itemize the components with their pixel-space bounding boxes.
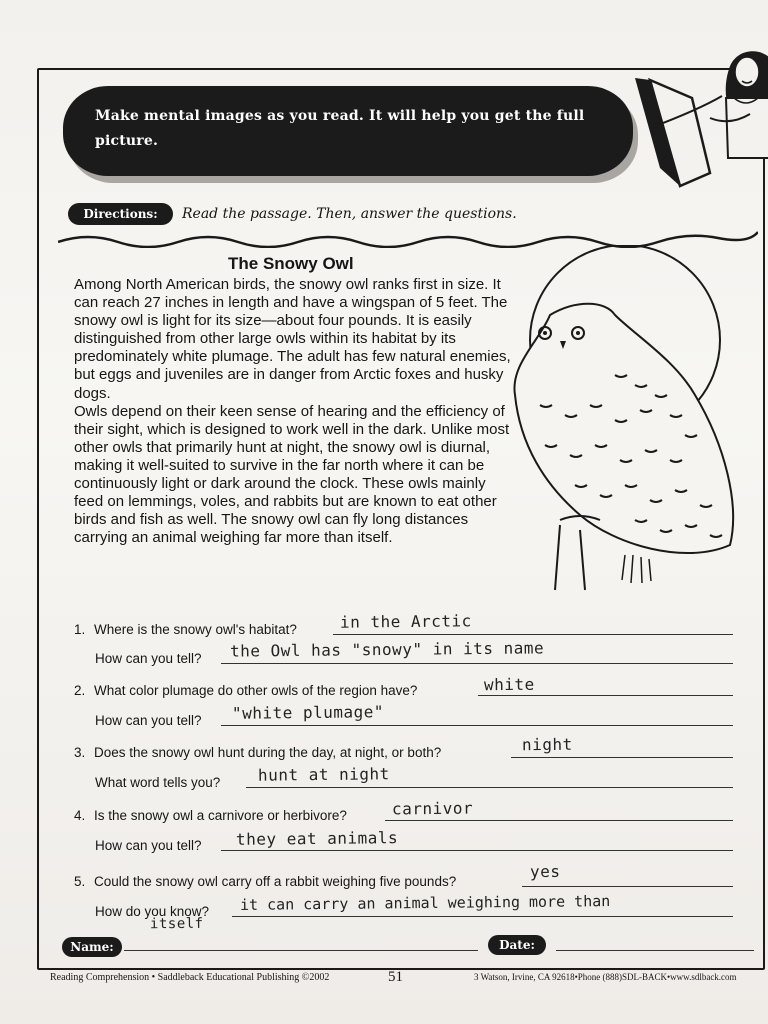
question-1 [74,621,297,639]
question-2 [74,682,417,700]
directions-badge: Directions: [68,203,173,225]
followup-3: What word tells you? [95,775,221,790]
answer-line [333,634,733,635]
answer-line [221,850,733,851]
answer-line [221,663,733,664]
speech-bubble-text: Make mental images as you read. It will help you get the full picture. [95,108,585,149]
question-number: 2. [74,683,86,698]
question-number: 4. [74,808,86,823]
answer-5[interactable]: yes [529,861,561,882]
followup-answer-4[interactable]: they eat animals [235,828,399,849]
question-text: What color plumage do other owls of the region have? [94,683,418,698]
followup-answer-2[interactable]: "white plumage" [231,702,385,723]
answer-line [385,820,733,821]
teacher-illustration [630,18,768,188]
followup-5: How do you know? [95,904,210,919]
passage-paragraph-1: Among North American birds, the snowy owl ranks first in size. It can reach 27 inches in length and have a wingspan of 5 feet. The snowy owl is light for its size—about four pounds. It is easily distinguished from other large owls within its habitat by its predominately white plumage. The adult has few natural enemies, but eggs and juveniles are in danger from Arctic foxes and husky dogs. [74,276,511,402]
name-badge: Name: [62,937,122,957]
answer-line [478,695,733,696]
passage-paragraph-2: Owls depend on their keen sense of hearing and the efficiency of their sight, which is designed to work well in the dark. Unlike most other owls that primarily hunt at night, the snowy owl is diurnal, making it well-suited to survive in the far north where it can be continuously light or dark around the clock. These owls mainly feed on lemmings, voles, and rabbits but are known to eat other birds and fish as well. The snowy owl can fly long distances carrying an animal weighing far more than itself. [74,402,510,547]
answer-line [246,787,733,788]
answer-line [232,916,733,917]
answer-line [522,886,733,887]
answer-4[interactable]: carnivor [391,798,474,819]
followup-answer-5[interactable]: it can carry an animal weighing more than [239,892,611,914]
question-text: Could the snowy owl carry off a rabbit weighing five pounds? [94,874,457,889]
question-3 [74,744,441,762]
question-text: Does the snowy owl hunt during the day, at night, or both? [94,745,442,760]
answer-2[interactable]: white [483,674,535,695]
answer-line [511,757,733,758]
followup-answer-3[interactable]: hunt at night [257,764,390,785]
answer-3[interactable]: night [521,734,573,755]
followup-answer-1[interactable]: the Owl has "snowy" in its name [229,638,545,661]
date-field[interactable] [556,950,754,951]
question-number: 5. [74,874,86,889]
question-number: 1. [74,622,86,637]
name-field[interactable] [124,950,478,951]
footer-contact: 3 Watson, Irvine, CA 92618•Phone (888)SDL-BACK•www.sdlback.com [474,972,737,982]
snowy-owl-illustration [505,245,745,595]
page-number: 51 [388,969,403,985]
question-4 [74,807,347,825]
answer-line [221,725,733,726]
followup-2: How can you tell? [95,713,202,728]
question-number: 3. [74,745,86,760]
followup-answer-5-overflow: itself [149,915,204,933]
question-text: Where is the snowy owl's habitat? [94,622,297,637]
answer-1[interactable]: in the Arctic [339,611,472,632]
question-5 [74,873,456,891]
followup-4: How can you tell? [95,838,202,853]
passage [74,276,512,547]
followup-1: How can you tell? [95,651,202,666]
footer-publisher: Reading Comprehension • Saddleback Educational Publishing ©2002 [50,972,330,983]
directions-text: Read the passage. Then, answer the questions. [182,206,517,222]
passage-title: The Snowy Owl [228,254,354,273]
date-badge: Date: [488,935,546,955]
question-text: Is the snowy owl a carnivore or herbivore? [94,808,347,823]
